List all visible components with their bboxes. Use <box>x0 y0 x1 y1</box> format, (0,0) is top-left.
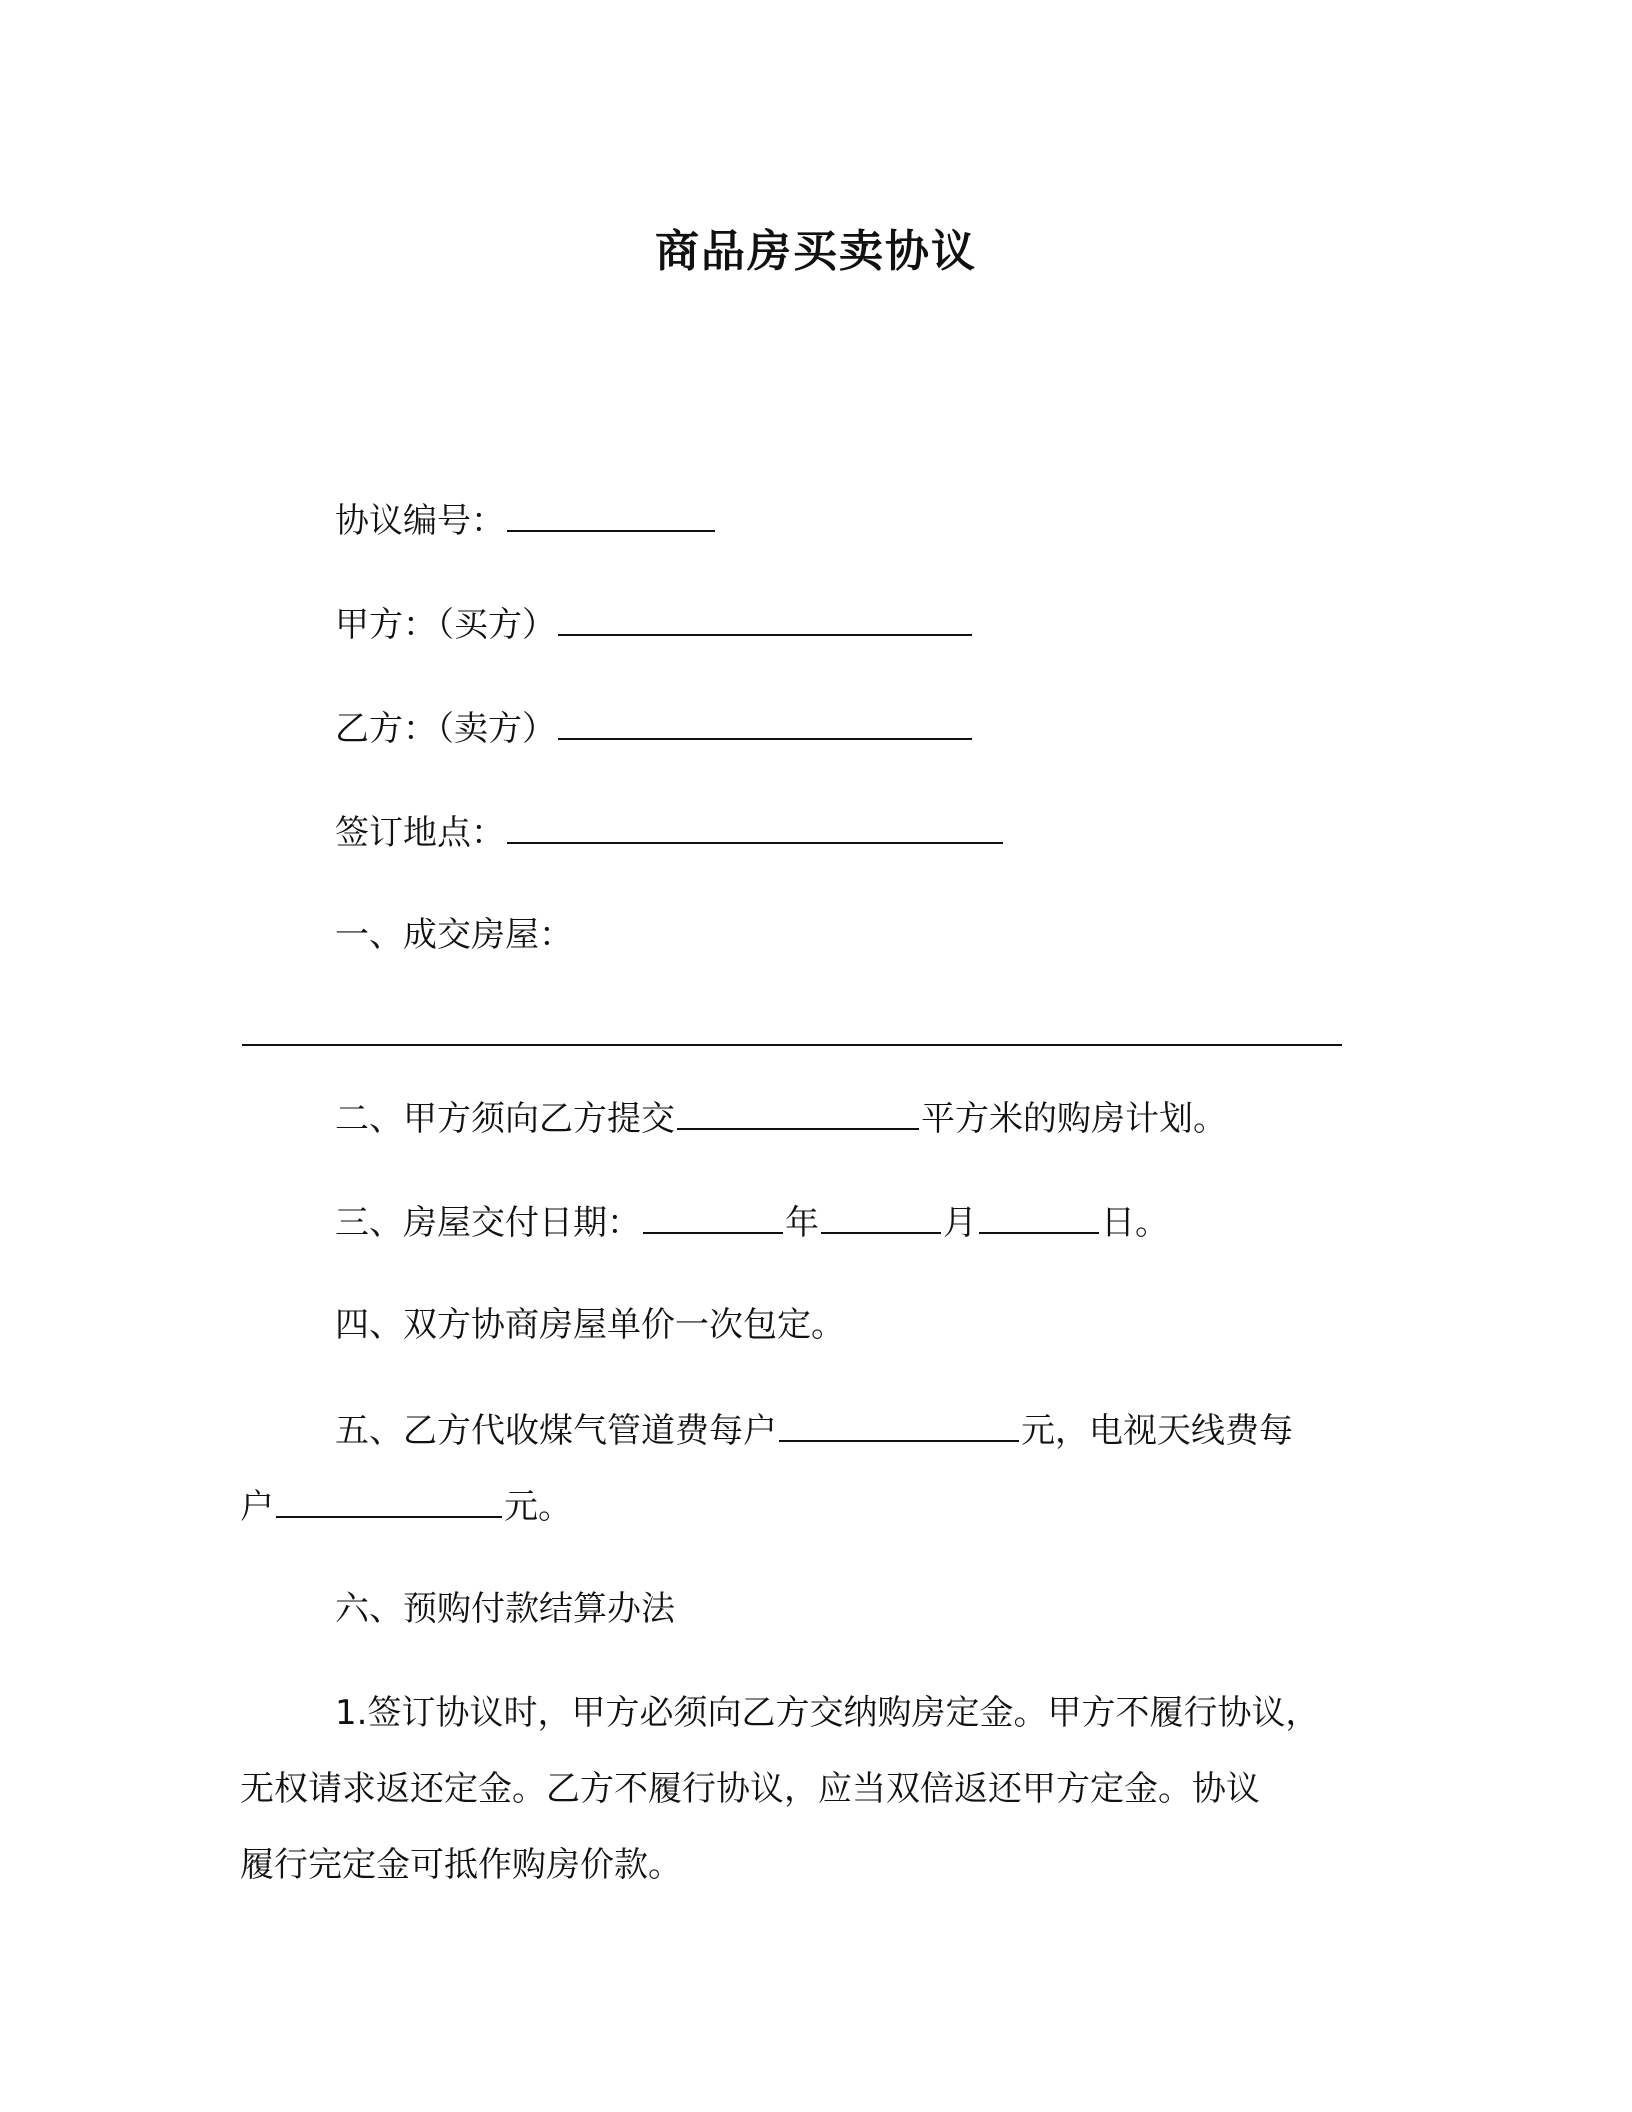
clause-2 <box>335 1094 1227 1142</box>
document-title: 商品房买卖协议 <box>655 226 977 277</box>
clause-5-line-2-after: 元。 <box>504 1487 572 1527</box>
signing-place-label: 签订地点： <box>335 813 505 853</box>
clause-6-1-line-1: 1.签订协议时，甲方必须向乙方交纳购房定金。甲方不履行协议， <box>335 1693 1320 1733</box>
clause-6-1-line-3: 履行完定金可抵作购房价款。 <box>240 1845 682 1885</box>
clause-4: 四、双方协商房屋单价一次包定。 <box>335 1305 845 1345</box>
clause-6-1-line-2: 无权请求返还定金。乙方不履行协议，应当双倍返还甲方定金。协议 <box>240 1769 1260 1809</box>
clause-5-line-2-before: 户 <box>240 1487 274 1527</box>
area-blank <box>677 1094 919 1130</box>
party-a-line <box>335 600 974 648</box>
signing-place-line <box>335 808 1005 856</box>
party-a-blank <box>558 600 972 636</box>
signing-place-blank <box>507 808 1003 844</box>
day-blank <box>979 1198 1099 1234</box>
clause-3-text: 三、房屋交付日期： <box>335 1203 641 1243</box>
clause-5-line-1 <box>335 1406 1293 1454</box>
party-b-line <box>335 704 974 752</box>
clause-5-line-2 <box>240 1482 572 1530</box>
clause-5-text-mid: 元，电视天线费每 <box>1021 1411 1293 1451</box>
clause-1-blank-line <box>240 1010 1344 1058</box>
clause-6-heading: 六、预购付款结算办法 <box>335 1589 675 1629</box>
house-description-blank <box>242 1010 1342 1046</box>
gas-fee-blank <box>779 1406 1019 1442</box>
party-b-blank <box>558 704 972 740</box>
agreement-number-blank <box>507 496 715 532</box>
clause-3 <box>335 1198 1169 1246</box>
clause-2-text-after: 平方米的购房计划。 <box>921 1099 1227 1139</box>
day-label: 日。 <box>1101 1203 1169 1243</box>
month-label: 月 <box>943 1203 977 1243</box>
antenna-fee-blank <box>276 1482 502 1518</box>
clause-1-heading: 一、成交房屋： <box>335 915 573 955</box>
agreement-number-label: 协议编号： <box>335 501 505 541</box>
year-label: 年 <box>785 1203 819 1243</box>
year-blank <box>643 1198 783 1234</box>
clause-5-text-before: 五、乙方代收煤气管道费每户 <box>335 1411 777 1451</box>
clause-2-text-before: 二、甲方须向乙方提交 <box>335 1099 675 1139</box>
party-a-label: 甲方：（买方） <box>335 605 556 645</box>
agreement-number-line <box>335 496 717 544</box>
party-b-label: 乙方：（卖方） <box>335 709 556 749</box>
month-blank <box>821 1198 941 1234</box>
